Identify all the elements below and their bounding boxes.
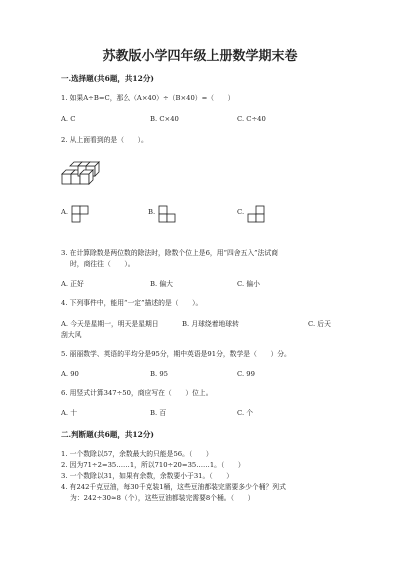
section-heading-choice: 一.选择题(共6题，共12分) (61, 74, 154, 83)
question-3-stem-line2: 时，商往往（ ）。 (70, 260, 135, 268)
q3-option-a: A. 正好 (61, 280, 84, 288)
q5-option-c: C. 99 (237, 370, 255, 378)
judge-item-1: 1. 一个数除以57，余数最大的只能是56。（ ） (61, 450, 213, 458)
q1-option-b: B. C×40 (150, 115, 179, 123)
judge-item-2: 2. 因为71÷2=35……1，所以710÷20=35……1。（ ） (61, 461, 245, 469)
q5-option-a: A. 90 (61, 370, 79, 378)
question-3-stem-line1: 3. 在计算除数是两位数的除法时，除数个位上是6，用“四舍五入”法试商 (61, 249, 279, 257)
q2-option-c: C. (237, 208, 245, 216)
q2-option-b: B. (148, 208, 156, 216)
q4-option-c-line2: 刮大风 (61, 331, 82, 339)
judge-item-4-line1: 4. 有242千克豆油，每30千克装1桶，这些豆油都装完需要多少个桶？列式 (61, 483, 286, 491)
q6-option-a: A. 十 (61, 409, 78, 417)
question-5-stem: 5. 丽丽数学、英语的平均分是95分，期中英语是91分，数学是（ ）分。 (61, 350, 291, 358)
grid-view-a-icon (70, 204, 90, 224)
q6-option-b: B. 百 (150, 409, 167, 417)
judge-item-3: 3. 一个数除以31，如果有余数，余数要小于31。（ ） (61, 472, 234, 480)
q1-option-c: C. C÷40 (237, 115, 266, 123)
page-title: 苏教版小学四年级上册数学期末卷 (102, 49, 298, 64)
cube-figure-icon (60, 160, 100, 186)
q2-option-a: A. (61, 208, 69, 216)
q6-option-c: C. 个 (237, 409, 254, 417)
question-6-stem: 6. 用竖式计算347÷50，商应写在（ ）位上。 (61, 389, 213, 397)
grid-view-b-icon (157, 204, 177, 224)
question-1-stem: 1. 如果A÷B=C，那么（A×40）÷（B×40）=（ ） (61, 94, 235, 102)
q4-option-a: A. 今天是星期一，明天是星期日 (61, 320, 159, 328)
question-2-stem: 2. 从上面看到的是（ ）。 (61, 136, 148, 144)
question-4-stem: 4. 下列事件中，能用“一定”描述的是（ ）。 (61, 299, 203, 307)
judge-item-4-line2: 为：242÷30≈8（个），这些豆油都装完需要8个桶。（ ） (70, 494, 255, 502)
q4-option-c: C. 后天 (308, 320, 331, 328)
q1-option-a: A. C (61, 115, 76, 123)
q4-option-b: B. 月球绕着地球转 (182, 320, 239, 328)
q3-option-b: B. 偏大 (150, 280, 173, 288)
grid-view-c-icon (246, 204, 266, 224)
q5-option-b: B. 95 (150, 370, 168, 378)
section-heading-judge: 二.判断题(共6题，共12分) (61, 430, 154, 439)
q3-option-c: C. 偏小 (237, 280, 260, 288)
